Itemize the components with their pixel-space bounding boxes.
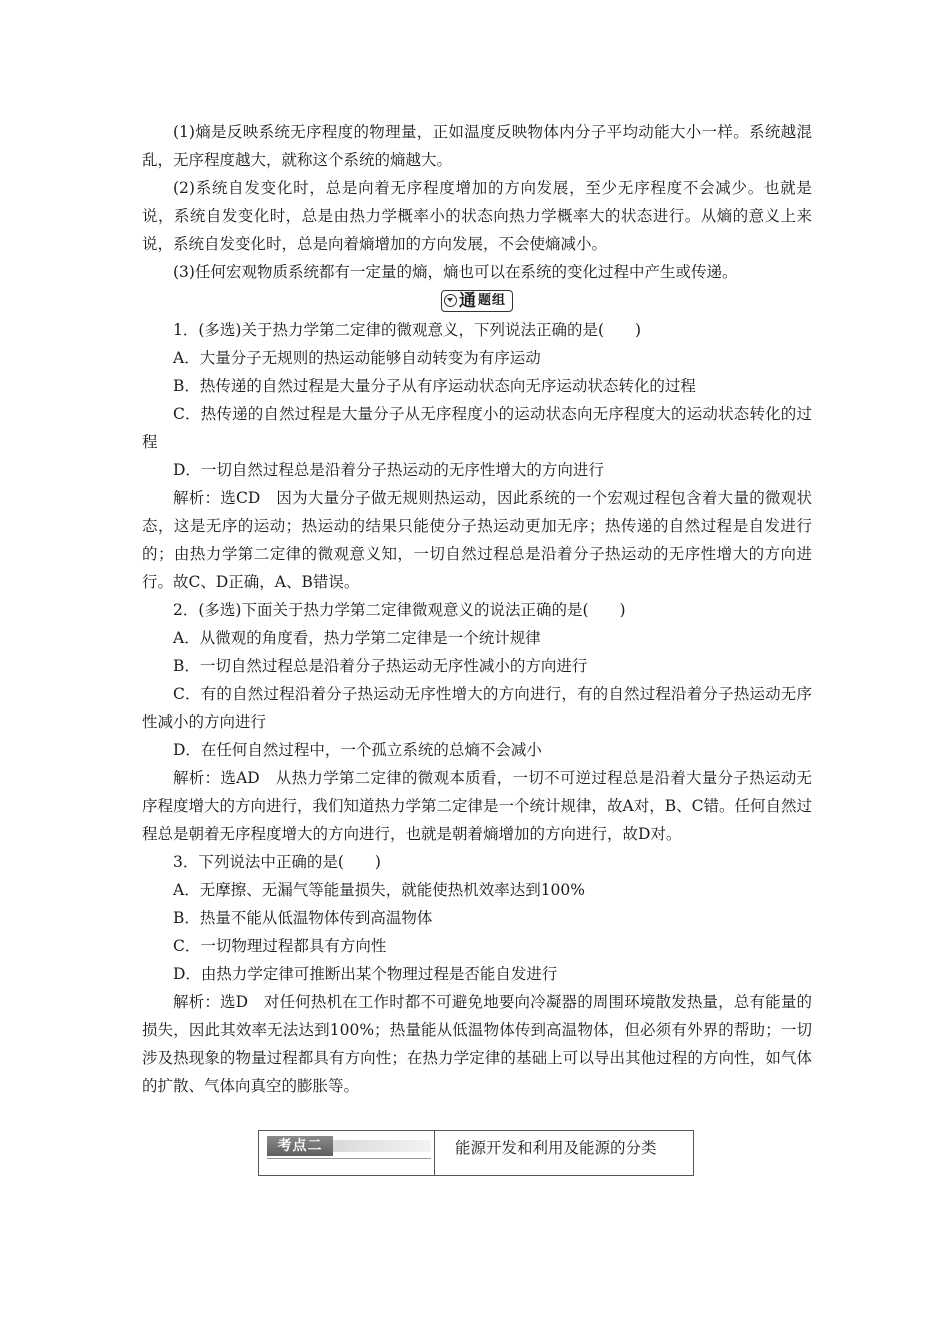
question-1-analysis: 解析：选CD 因为大量分子做无规则热运动，因此系统的一个宏观过程包含着大量的微观状态，这是无序的运动；热运动的结果只能使分子热运动更加无序；热传递的自然过程是自发进行的；由热力学第二定律的微观意义知，一切自然过程总是沿着分子热运动的无序性增大的方向进行。故C、D正确，A、B错误。 <box>142 489 812 591</box>
question-1-option-d: D．一切自然过程总是沿着分子热运动的无序性增大的方向进行 <box>173 461 604 479</box>
kaodian-title: 能源开发和利用及能源的分类 <box>455 1139 657 1157</box>
intro-paragraph-2: (2)系统自发变化时，总是向着无序程度增加的方向发展，至少无序程度不会减少。也就是说，系统自发变化时，总是由热力学概率小的状态向热力学概率大的状态进行。从熵的意义上来说，系统自发变化时，总是向着熵增加的方向发展，不会使熵减小。 <box>142 179 812 253</box>
tiaozu-badge <box>441 290 513 312</box>
kaodian-tag: 考点二 <box>267 1136 333 1156</box>
badge-big-char: 通 <box>458 290 476 311</box>
question-3-option-a: A．无摩擦、无漏气等能量损失，就能使热机效率达到100% <box>173 881 586 899</box>
document-body <box>142 118 812 1100</box>
down-arrow-icon <box>444 294 457 307</box>
question-3-option-b: B．热量不能从低温物体传到高温物体 <box>173 909 433 927</box>
question-2-option-a: A．从微观的角度看，热力学第二定律是一个统计规律 <box>173 629 541 647</box>
question-2-option-d: D．在任何自然过程中，一个孤立系统的总熵不会减小 <box>173 741 542 759</box>
question-1-stem: 1．(多选)关于热力学第二定律的微观意义，下列说法正确的是( ) <box>173 321 642 339</box>
intro-paragraph-3: (3)任何宏观物质系统都有一定量的熵，熵也可以在系统的变化过程中产生或传递。 <box>173 263 738 281</box>
question-2-option-b: B．一切自然过程总是沿着分子热运动无序性减小的方向进行 <box>173 657 588 675</box>
question-3-analysis: 解析：选D 对任何热机在工作时都不可避免地要向冷凝器的周围环境散发热量，总有能量的损失，因此其效率无法达到100%；热量能从低温物体传到高温物体，但必须有外界的帮助；一切涉及热现象的物量过程都具有方向性；在热力学定律的基础上可以导出其他过程的方向性，如气体的扩散、气体向真空的膨胀等。 <box>142 993 812 1095</box>
question-1-option-b: B．热传递的自然过程是大量分子从有序运动状态向无序运动状态转化的过程 <box>173 377 696 395</box>
question-3-option-c: C．一切物理过程都具有方向性 <box>173 937 387 955</box>
question-1-option-a: A．大量分子无规则的热运动能够自动转变为有序运动 <box>173 349 541 367</box>
kaodian-tag-bar <box>333 1140 431 1152</box>
kaodian-header-box <box>258 1130 694 1176</box>
kaodian-tag-underline <box>267 1158 431 1159</box>
question-2-stem: 2．(多选)下面关于热力学第二定律微观意义的说法正确的是( ) <box>173 601 626 619</box>
section-heading <box>142 287 812 314</box>
kaodian-tag-cell <box>259 1131 435 1175</box>
question-1-option-c: C．热传递的自然过程是大量分子从无序程度小的运动状态向无序程度大的运动状态转化的过程 <box>142 405 812 451</box>
question-2-option-c: C．有的自然过程沿着分子热运动无序性增大的方向进行，有的自然过程沿着分子热运动无序性减小的方向进行 <box>142 685 812 731</box>
badge-small-text: 题组 <box>477 292 506 308</box>
question-3-option-d: D．由热力学定律可推断出某个物理过程是否能自发进行 <box>173 965 558 983</box>
question-3-stem: 3．下列说法中正确的是( ) <box>173 853 381 871</box>
intro-paragraph-1: (1)熵是反映系统无序程度的物理量，正如温度反映物体内分子平均动能大小一样。系统越混乱，无序程度越大，就称这个系统的熵越大。 <box>142 123 812 169</box>
question-2-analysis: 解析：选AD 从热力学第二定律的微观本质看，一切不可逆过程总是沿着大量分子热运动无序程度增大的方向进行，我们知道热力学第二定律是一个统计规律，故A对，B、C错。任何自然过程总是朝着无序程度增大的方向进行，也就是朝着熵增加的方向进行，故D对。 <box>142 769 812 843</box>
